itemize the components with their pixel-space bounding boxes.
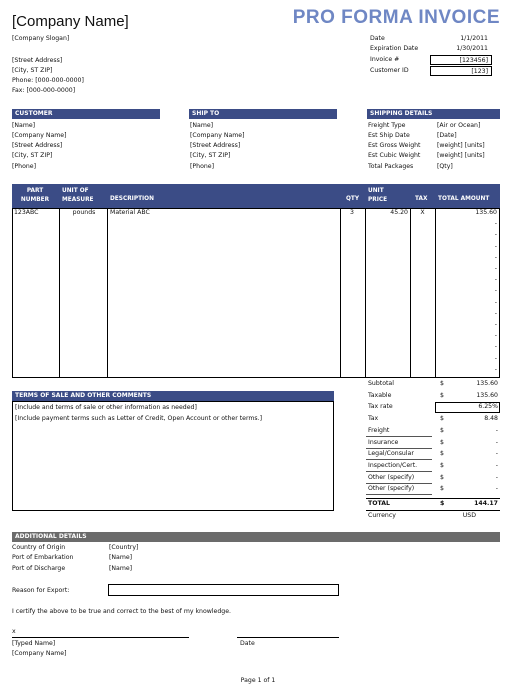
ship-to-line: [Street Address]	[190, 142, 241, 149]
certify-text: I certify the above to be true and correct to the best of my knowledge.	[12, 608, 231, 615]
table-divider	[59, 208, 60, 378]
page-footer: Page 1 of 1	[240, 677, 276, 684]
col-unit-line1: UNIT OF	[62, 188, 89, 194]
col-price-line1: UNIT	[368, 188, 384, 194]
signature-date-label: Date	[240, 640, 255, 647]
additional-label: Country of Origin	[12, 544, 66, 551]
additional-value: [Name]	[109, 565, 133, 572]
shipping-label: Est Ship Date	[368, 132, 410, 139]
shipping-value: [weight] [units]	[437, 142, 485, 149]
total-label: TOTAL	[368, 500, 390, 507]
table-divider	[107, 208, 108, 378]
shipping-label: Total Packages	[368, 163, 414, 170]
totals-value: -	[495, 439, 498, 446]
reason-input[interactable]	[108, 584, 339, 596]
totals-currency-symbol: $	[440, 392, 444, 399]
typed-name: [Typed Name]	[12, 640, 56, 647]
totals-currency-symbol: $	[440, 450, 444, 457]
col-desc-header: DESCRIPTION	[110, 196, 154, 202]
shipping-label: Est Cubic Weight	[368, 152, 421, 159]
totals-underline	[366, 483, 432, 484]
ship-to-line: [City, ST ZIP]	[190, 152, 231, 159]
totals-currency-symbol: $	[440, 415, 444, 422]
total-currency-symbol: $	[440, 500, 445, 507]
item-qty: 3	[350, 209, 354, 216]
items-table-body	[12, 208, 500, 378]
item-amount: -	[494, 332, 497, 339]
tax-rate-field[interactable]	[435, 402, 500, 413]
item-amount: -	[494, 265, 497, 272]
col-part-line1: PART	[26, 188, 44, 194]
currency-value: USD	[462, 512, 476, 519]
company-street: [Street Address]	[12, 57, 63, 64]
totals-value: 8.48	[484, 415, 498, 422]
totals-label: Other (specify)	[368, 474, 415, 481]
total-rule	[366, 498, 500, 499]
invoice-number-label: Invoice #	[370, 56, 400, 63]
totals-value: 135.60	[476, 392, 498, 399]
item-unit: pounds	[72, 209, 96, 216]
totals-label: Insurance	[368, 439, 399, 446]
company-slogan: [Company Slogan]	[12, 35, 70, 42]
totals-underline	[366, 436, 432, 437]
customer-line: [Name]	[12, 122, 36, 129]
col-unit-line2: MEASURE	[62, 197, 94, 203]
total-rule-bottom	[366, 510, 500, 511]
shipping-label: Est Gross Weight	[368, 142, 421, 149]
table-divider	[435, 208, 436, 378]
col-amount-header: TOTAL AMOUNT	[438, 196, 490, 202]
terms-line: [Include payment terms such as Letter of Credit, Open Account or other terms.]	[15, 415, 263, 422]
date-value: 1/1/2011	[460, 35, 488, 42]
customer-line: [City, ST ZIP]	[12, 152, 53, 159]
customer-line: [Street Address]	[12, 142, 63, 149]
company-fax: Fax: [000-000-0000]	[12, 87, 76, 94]
ship-to-line: [Name]	[190, 122, 214, 129]
customer-line: [Company Name]	[12, 132, 67, 139]
item-part: 123ABC	[14, 209, 39, 216]
additional-value: [Name]	[109, 554, 133, 561]
col-part-header	[12, 187, 58, 205]
terms-line: [Include and terms of sale or other information as needed]	[15, 404, 197, 411]
totals-currency-symbol: $	[440, 427, 444, 434]
item-price: 45.20	[390, 209, 408, 216]
customer-line: [Phone]	[12, 163, 36, 170]
item-amount: -	[494, 231, 497, 238]
invoice-number-value: [123456]	[459, 57, 488, 64]
totals-value: -	[495, 474, 498, 481]
item-tax: X	[420, 209, 425, 216]
company-city: [City, ST ZIP]	[12, 67, 53, 74]
customer-id-label: Customer ID	[370, 67, 409, 74]
additional-label: Port of Discharge	[12, 565, 66, 572]
item-amount: 135.60	[475, 209, 497, 216]
totals-value: -	[495, 450, 498, 457]
total-value: 144.17	[474, 500, 498, 507]
customer-id-value: [123]	[471, 68, 488, 75]
totals-label: Tax rate	[368, 403, 393, 410]
item-desc: Material ABC	[110, 209, 150, 216]
totals-label: Subtotal	[368, 380, 394, 387]
totals-label: Freight	[368, 427, 390, 434]
ship-to-line: [Phone]	[190, 163, 214, 170]
item-amount: -	[494, 355, 497, 362]
table-divider	[340, 208, 341, 378]
item-amount: -	[494, 220, 497, 227]
customer-id-field[interactable]	[430, 66, 492, 76]
company-phone: Phone: [000-000-0000]	[12, 77, 84, 84]
totals-value: -	[495, 462, 498, 469]
totals-currency-symbol: $	[440, 474, 444, 481]
totals-value: -	[495, 427, 498, 434]
totals-underline	[366, 471, 432, 472]
shipping-label: Freight Type	[368, 122, 406, 129]
totals-currency-symbol: $	[440, 462, 444, 469]
item-amount: -	[494, 276, 497, 283]
customer-header: CUSTOMER	[12, 109, 160, 119]
additional-value: [Country]	[109, 544, 139, 551]
col-price-line2: PRICE	[368, 197, 388, 203]
shipping-value: [Air or Ocean]	[437, 122, 481, 129]
col-unit-header	[62, 187, 94, 205]
col-tax-header: TAX	[415, 196, 428, 202]
item-amount: -	[494, 243, 497, 250]
additional-label: Port of Embarkation	[12, 554, 74, 561]
item-amount: -	[494, 254, 497, 261]
expiration-value: 1/30/2011	[456, 45, 488, 52]
totals-currency-symbol: $	[440, 439, 444, 446]
totals-label: Other (specify)	[368, 485, 415, 492]
signature-company: [Company Name]	[12, 650, 67, 657]
invoice-number-field[interactable]	[430, 55, 492, 65]
item-amount: -	[494, 321, 497, 328]
totals-value: 135.60	[476, 380, 498, 387]
totals-label: Taxable	[368, 392, 392, 399]
col-qty-header: QTY	[346, 196, 360, 202]
item-amount: -	[494, 366, 497, 373]
reason-label: Reason for Export:	[12, 587, 70, 594]
item-amount: -	[494, 343, 497, 350]
totals-underline	[366, 459, 432, 460]
totals-currency-symbol: $	[440, 380, 444, 387]
terms-header: TERMS OF SALE AND OTHER COMMENTS	[12, 391, 334, 401]
totals-label: Legal/Consular	[368, 450, 414, 457]
item-amount: -	[494, 299, 497, 306]
shipping-value: [weight] [units]	[437, 152, 485, 159]
col-part-line2: NUMBER	[20, 197, 50, 203]
expiration-label: Expiration Date	[370, 45, 419, 52]
signature-line[interactable]	[12, 637, 189, 638]
company-name: [Company Name]	[12, 13, 129, 30]
table-divider	[410, 208, 411, 378]
date-line[interactable]	[237, 637, 339, 638]
shipping-header: SHIPPING DETAILS	[367, 109, 500, 119]
totals-underline	[366, 494, 432, 495]
totals-underline	[366, 448, 432, 449]
currency-label: Currency	[368, 512, 396, 519]
col-price-header	[368, 187, 387, 205]
ship-to-header: SHIP TO	[189, 109, 337, 119]
table-divider	[365, 208, 366, 378]
item-amount: -	[494, 310, 497, 317]
item-amount: -	[494, 287, 497, 294]
additional-header: ADDITIONAL DETAILS	[12, 532, 500, 542]
ship-to-line: [Company Name]	[190, 132, 245, 139]
totals-value: -	[495, 485, 498, 492]
totals-label: Inspection/Cert.	[368, 462, 418, 469]
shipping-value: [Date]	[437, 132, 457, 139]
totals-currency-symbol: $	[440, 485, 444, 492]
totals-label: Tax	[368, 415, 379, 422]
signature-mark: x	[12, 628, 16, 635]
date-label: Date	[370, 35, 385, 42]
totals-value: 6.25%	[478, 403, 498, 410]
shipping-value: [Qty]	[437, 163, 453, 170]
invoice-title: PRO FORMA INVOICE	[292, 7, 500, 28]
